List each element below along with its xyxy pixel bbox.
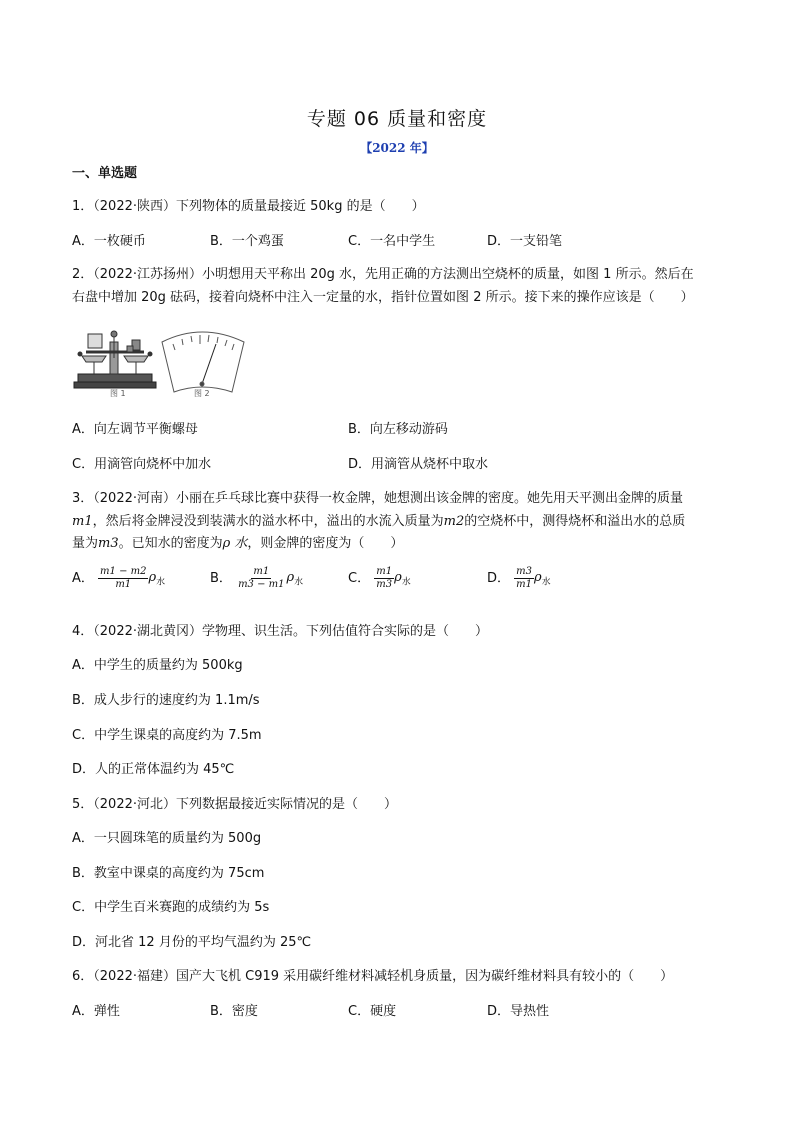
rho-water xyxy=(394,569,411,588)
question-3-text-segment: 的空烧杯中，测得烧杯和溢出水的总质 xyxy=(464,514,686,529)
fraction xyxy=(514,566,534,591)
rho-subscript: 水 xyxy=(156,577,166,588)
question-1-option-d[interactable]: D．一支铅笔 xyxy=(487,234,563,249)
balance-figure xyxy=(72,322,252,402)
question-6-stem: 6．（2022·福建）国产大飞机 C919 采用碳纤维材料减轻机身质量，因为碳纤维材料具有较小的（ ） xyxy=(72,969,674,984)
question-3-option-a[interactable] xyxy=(72,566,165,591)
rho-water xyxy=(534,569,551,588)
fraction-numerator: m3 xyxy=(516,566,533,577)
rho-symbol: ρ xyxy=(286,569,295,585)
question-3-stem-line-1: 3．（2022·河南）小丽在乒乓球比赛中获得一枚金牌，她想测出该金牌的密度。她先用天平测出金牌的质量 xyxy=(72,491,683,506)
question-4-option-c[interactable]: C．中学生课桌的高度约为 7.5m xyxy=(72,728,262,743)
question-5-option-b[interactable]: B．教室中课桌的高度约为 75cm xyxy=(72,866,265,881)
fraction-numerator: m1 − m2 xyxy=(100,566,147,577)
fraction xyxy=(374,566,394,591)
rho-water xyxy=(286,569,304,588)
mass-m2: m2 xyxy=(443,514,465,529)
question-3-option-d[interactable] xyxy=(487,566,551,591)
option-label: A． xyxy=(72,571,94,586)
fraction-denominator: m1 xyxy=(516,579,533,590)
rho-subscript: 水 xyxy=(541,577,551,588)
option-label: D． xyxy=(487,571,511,586)
question-4-option-b[interactable]: B．成人步行的速度约为 1.1m/s xyxy=(72,693,260,708)
rho-subscript: 水 xyxy=(294,577,304,588)
question-4-option-d[interactable]: D．人的正常体温约为 45℃ xyxy=(72,762,235,777)
figure-1-label: 图 1 xyxy=(110,389,126,398)
question-1-stem: 1．（2022·陕西）下列物体的质量最接近 50kg 的是（ ） xyxy=(72,199,425,214)
fraction-denominator: m1 xyxy=(115,579,132,590)
fraction-numerator: m1 xyxy=(253,566,270,577)
page-title: 专题 06 质量和密度 xyxy=(306,108,488,130)
question-2-option-a[interactable]: A．向左调节平衡螺母 xyxy=(72,422,198,437)
question-4-option-a[interactable]: A．中学生的质量约为 500kg xyxy=(72,658,243,673)
rho-symbol: ρ xyxy=(534,569,542,585)
rho-water xyxy=(148,569,166,588)
question-3-text-segment: 。已知水的密度为 xyxy=(118,536,223,551)
mass-m1: m1 xyxy=(72,514,93,529)
question-6-option-b[interactable]: B．密度 xyxy=(210,1004,258,1019)
water-density-symbol: ρ 水 xyxy=(222,536,248,551)
section-heading: 一、单选题 xyxy=(72,166,138,181)
rho-symbol: ρ xyxy=(148,569,157,585)
question-2-option-b[interactable]: B．向左移动游码 xyxy=(348,422,448,437)
rho-subscript: 水 xyxy=(401,577,411,588)
option-label: C． xyxy=(348,571,371,586)
question-3-option-b[interactable] xyxy=(210,566,303,591)
option-label: B． xyxy=(210,571,232,586)
fraction xyxy=(236,566,286,591)
question-5-option-a[interactable]: A．一只圆珠笔的质量约为 500g xyxy=(72,831,262,846)
question-3-text-segment: ，则金牌的密度为（ ） xyxy=(247,536,404,551)
mass-m3: m3 xyxy=(98,536,119,551)
question-6-option-d[interactable]: D．导热性 xyxy=(487,1004,550,1019)
fraction-denominator: m3 xyxy=(376,579,393,590)
question-1-option-c[interactable]: C．一名中学生 xyxy=(348,234,436,249)
question-6-option-a[interactable]: A．弹性 xyxy=(72,1004,120,1019)
question-5-option-c[interactable]: C．中学生百米赛跑的成绩约为 5s xyxy=(72,900,270,915)
fraction xyxy=(98,566,148,591)
question-2-stem-line-2: 右盘中增加 20g 砝码，接着向烧杯中注入一定量的水，指针位置如图 2 所示。接下来的操作应该是（ ） xyxy=(72,290,694,305)
question-3-stem-line-2 xyxy=(72,510,685,529)
question-2-option-d[interactable]: D．用滴管从烧杯中取水 xyxy=(348,457,489,472)
question-1-option-a[interactable]: A．一枚硬币 xyxy=(72,234,146,249)
pointer-scale-illustration xyxy=(162,332,244,392)
question-2-stem-line-1: 2．（2022·江苏扬州）小明想用天平称出 20g 水，先用正确的方法测出空烧杯的质量，如图 1 所示。然后在 xyxy=(72,267,694,282)
question-1-option-b[interactable]: B．一个鸡蛋 xyxy=(210,234,284,249)
question-4-stem: 4．（2022·湖北黄冈）学物理、识生活。下列估值符合实际的是（ ） xyxy=(72,624,488,639)
question-3-stem-line-3 xyxy=(72,532,403,551)
balance-scale-illustration xyxy=(74,331,156,388)
question-3-text-segment: 量为 xyxy=(72,536,99,551)
question-2-option-c[interactable]: C．用滴管向烧杯中加水 xyxy=(72,457,212,472)
figure-2-label: 图 2 xyxy=(194,389,210,398)
rho-symbol: ρ xyxy=(394,569,402,585)
question-6-option-c[interactable]: C．硬度 xyxy=(348,1004,397,1019)
fraction-numerator: m1 xyxy=(376,566,393,577)
fraction-denominator: m3 − m1 xyxy=(238,579,285,590)
year-heading: 【2022 年】 xyxy=(360,141,434,155)
question-5-stem: 5．（2022·河北）下列数据最接近实际情况的是（ ） xyxy=(72,797,397,812)
question-3-text-segment: ，然后将金牌浸没到装满水的溢水杯中，溢出的水流入质量为 xyxy=(92,514,444,529)
question-3-option-c[interactable] xyxy=(348,566,411,591)
balance-and-pointer-diagram xyxy=(72,322,252,402)
question-5-option-d[interactable]: D．河北省 12 月份的平均气温约为 25℃ xyxy=(72,935,312,950)
